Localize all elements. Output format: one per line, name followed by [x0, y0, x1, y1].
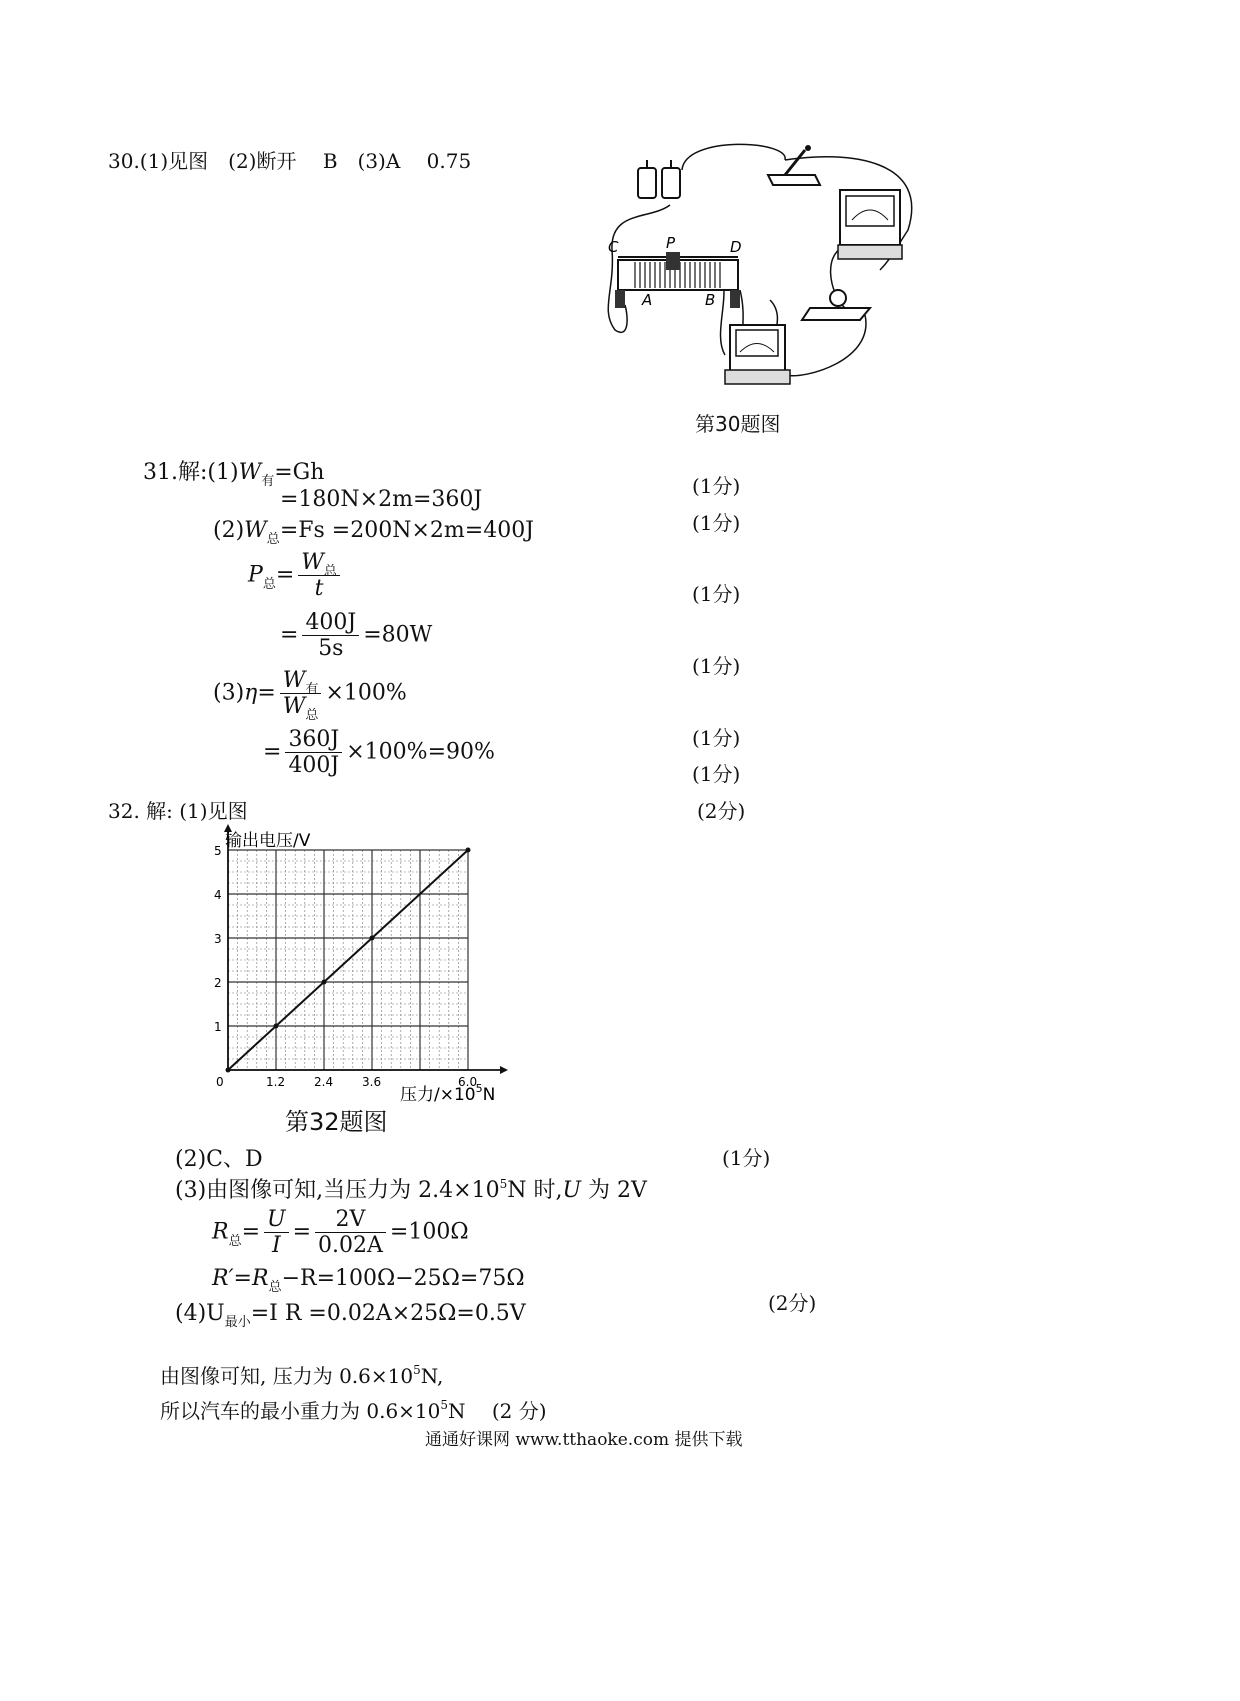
q31-efficiency-result: [263, 727, 495, 778]
w-symbol: W: [301, 550, 324, 575]
equals: =: [280, 622, 299, 648]
q31-line1: [143, 455, 325, 489]
result-80w: =80W: [363, 622, 433, 648]
q30-figure-caption: 第30题图: [695, 412, 781, 436]
p-symbol: P: [248, 562, 263, 588]
q30-answer: 30.(1)见图 (2)断开 B (3)A 0.75: [108, 149, 472, 173]
w-total-sub: 总: [305, 708, 319, 723]
frac-den: 400J: [288, 753, 340, 778]
part4-head: (4)U: [175, 1301, 225, 1326]
equals: =: [257, 680, 276, 706]
w-useful-sub: 有: [305, 682, 319, 697]
q31-score: (1分): [692, 762, 741, 786]
r-prime: R′=R: [212, 1266, 269, 1291]
y-tick-label: 5: [214, 844, 222, 858]
label-b: B: [705, 291, 716, 309]
fraction-2v-over-002a: [315, 1207, 386, 1258]
q31-p2: (2): [213, 518, 245, 543]
conc1-exp: 5: [413, 1363, 421, 1377]
x-tick-label: 0: [216, 1075, 224, 1089]
w-symbol: W: [244, 518, 267, 543]
t-symbol: t: [314, 576, 324, 601]
frac-num: U: [264, 1207, 289, 1233]
chart-xlabel-main: 压力/×10: [400, 1085, 476, 1105]
label-p: P: [666, 234, 676, 252]
q31-score: (1分): [692, 654, 741, 678]
equals: =: [241, 1219, 261, 1245]
frac-den: I: [271, 1233, 281, 1258]
r-symbol: R: [212, 1219, 229, 1245]
part4-rest: =I R =0.02A×25Ω=0.5V: [250, 1301, 526, 1326]
x-tick-label: 1.2: [266, 1075, 286, 1089]
q32-part3: [175, 1173, 647, 1204]
q32-chart-caption: 第32题图: [285, 1108, 388, 1136]
fraction-400j-over-5s: [302, 610, 359, 661]
ammeter-icon: [725, 325, 790, 384]
data-point: [466, 848, 471, 853]
result-90: ×100%=90%: [346, 739, 495, 765]
conc2-exp: 5: [440, 1398, 449, 1412]
w-symbol: W: [282, 694, 306, 719]
q31-score: (1分): [692, 726, 741, 750]
w-symbol: W: [282, 668, 306, 693]
x-tick-label: 3.6: [362, 1075, 382, 1089]
equals: =: [292, 1219, 312, 1245]
label-a: A: [642, 291, 653, 309]
y-tick-label: 2: [214, 976, 222, 990]
q31-power-result: [280, 610, 432, 661]
fraction-wuseful-over-wtotal: [280, 668, 322, 723]
q31-step1: =180N×2m=360J: [280, 487, 483, 512]
chart-xlabel-exp: 5: [475, 1082, 483, 1095]
y-tick-label: 1: [214, 1020, 222, 1034]
x-axis-arrow: [500, 1066, 508, 1074]
y-tick-label: 3: [214, 932, 222, 946]
q32-resistance-total: [212, 1207, 469, 1258]
output-voltage-chart: [200, 822, 520, 1107]
q31-step2: =Fs =200N×2m=400J: [279, 518, 535, 543]
chart-xlabel-unit: N: [482, 1085, 496, 1105]
q31-efficiency: [213, 668, 407, 723]
frac-den: 5s: [318, 636, 344, 661]
q31-score: (1分): [692, 511, 741, 535]
u-symbol: U: [562, 1178, 582, 1203]
frac-num: 400J: [302, 610, 359, 636]
data-point: [322, 980, 327, 985]
q31-head: 31.解:(1): [143, 460, 239, 485]
label-c: C: [608, 238, 619, 256]
q31-p3: (3): [213, 680, 245, 706]
p-total-sub: 总: [262, 576, 276, 592]
conc1-text: 由图像可知, 压力为 0.6×10: [160, 1364, 414, 1388]
q32-conclusion2: [160, 1395, 547, 1424]
q32-score2: (1分): [722, 1146, 771, 1170]
data-point: [370, 936, 375, 941]
eta-symbol: η: [244, 680, 258, 706]
battery-icon: [638, 160, 680, 198]
r-total-sub: 总: [228, 1233, 242, 1249]
part3-exp: 5: [499, 1177, 508, 1191]
chart-xlabel: [400, 1082, 495, 1105]
r-total-sub: 总: [268, 1280, 282, 1295]
q32-conclusion1: [160, 1360, 443, 1389]
q31-line2: [213, 518, 535, 547]
data-point: [274, 1024, 279, 1029]
label-d: D: [730, 238, 742, 256]
chart-ylabel: 输出电压/V: [225, 831, 311, 851]
frac-num: 360J: [285, 727, 342, 753]
q32-head: 32. 解: (1)见图: [108, 799, 248, 823]
part3-text-b: N 时,: [507, 1178, 563, 1203]
r-prime-rest: −R=100Ω−25Ω=75Ω: [281, 1266, 525, 1291]
q32-part4: [175, 1301, 526, 1330]
r-result: =100Ω: [389, 1219, 469, 1245]
q32-score3: (2分): [768, 1291, 817, 1315]
switch-icon: [768, 145, 820, 185]
conc2-text: 所以汽车的最小重力为 0.6×10: [160, 1399, 441, 1423]
rheostat-icon: [615, 252, 740, 308]
q32-score1: (2分): [697, 799, 746, 823]
part4-sub: 最小: [224, 1315, 251, 1330]
circuit-figure: [590, 130, 930, 405]
q31-score: (1分): [692, 582, 741, 606]
part3-text: (3)由图像可知,当压力为 2.4×10: [175, 1178, 500, 1203]
frac-num: 2V: [315, 1207, 386, 1233]
q31-power-line: [248, 550, 344, 601]
bulb-icon: [802, 290, 870, 320]
conc2-text-b: N (2 分): [448, 1399, 547, 1423]
fraction-u-over-i: [264, 1207, 289, 1258]
y-tick-label: 4: [214, 888, 222, 902]
part3-text-c: 为 2V: [581, 1178, 647, 1203]
w-useful-sub: 有: [261, 474, 275, 489]
fraction-360-over-400: [285, 727, 342, 778]
equals: =: [263, 739, 282, 765]
x-tick-label: 2.4: [314, 1075, 334, 1089]
data-point: [226, 1068, 231, 1073]
equals: =: [275, 562, 295, 588]
times-100: ×100%: [325, 680, 407, 706]
voltmeter-icon: [838, 190, 902, 259]
footer-source: 通通好课网 www.tthaoke.com 提供下载: [425, 1430, 743, 1450]
x-tick-label: 6.0: [458, 1075, 478, 1089]
q31-eq-gh: =Gh: [274, 460, 325, 485]
q31-score: (1分): [692, 474, 741, 498]
fraction-w-over-t: [298, 550, 340, 601]
w-total-sub: 总: [323, 564, 337, 579]
q32-part2: (2)C、D: [175, 1147, 263, 1172]
frac-den: 0.02A: [318, 1233, 383, 1258]
conc1-text-b: N,: [420, 1364, 444, 1388]
w-symbol: W: [238, 460, 262, 485]
w-total-sub: 总: [266, 532, 280, 547]
q32-resistance-prime: [212, 1266, 525, 1295]
